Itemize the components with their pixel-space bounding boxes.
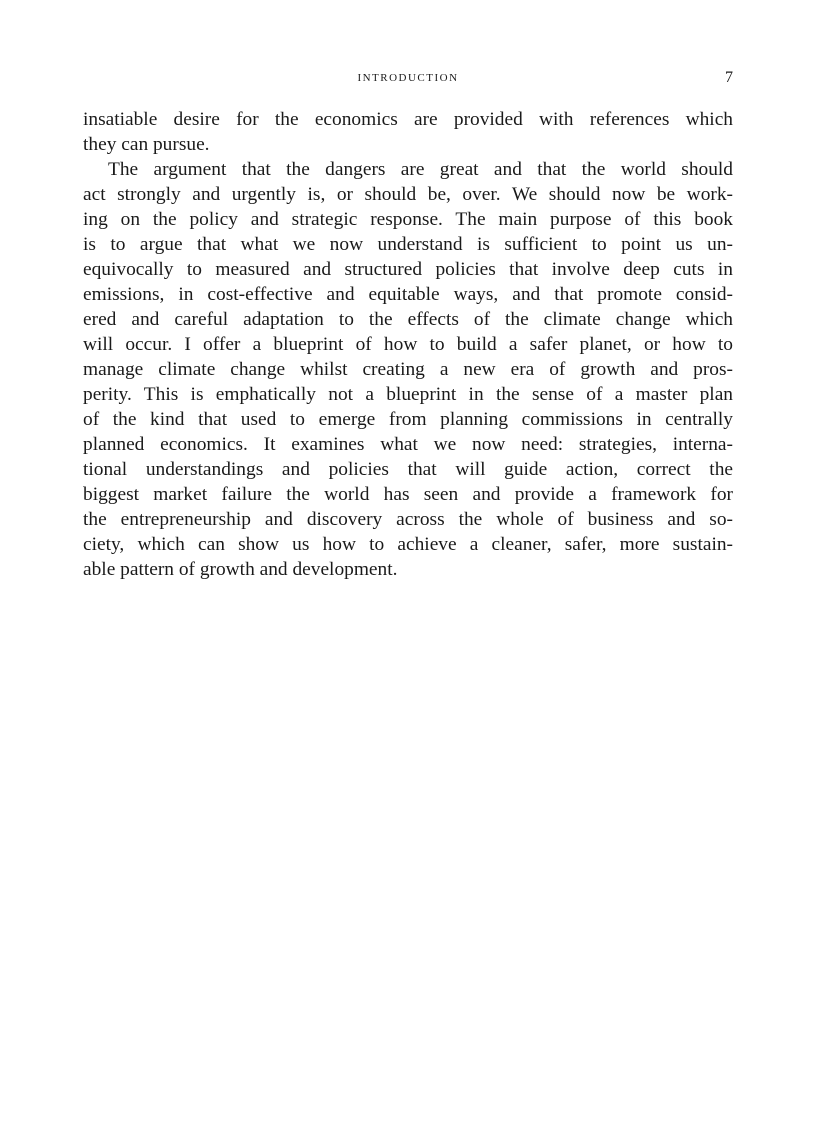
text-line: act strongly and urgently is, or should be, over. We should now be work- [83, 184, 733, 205]
page-number: 7 [725, 69, 733, 86]
text-line: manage climate change whilst creating a new era of growth and pros- [83, 359, 733, 380]
text-line: biggest market failure the world has seen and provide a framework for [83, 484, 733, 505]
text-line: of the kind that used to emerge from planning commissions in centrally [83, 409, 733, 430]
text-line: perity. This is emphatically not a blueprint in the sense of a master plan [83, 384, 733, 405]
text-line: The argument that the dangers are great and that the world should [108, 159, 733, 180]
text-line: insatiable desire for the economics are provided with references which [83, 109, 733, 130]
text-line: tional understandings and policies that will guide action, correct the [83, 459, 733, 480]
text-line: planned economics. It examines what we now need: strategies, interna- [83, 434, 733, 455]
text-line: will occur. I offer a blueprint of how to build a safer planet, or how to [83, 334, 733, 355]
running-head: INTRODUCTION [357, 72, 459, 84]
paragraph [83, 107, 733, 157]
text-line: able pattern of growth and development. [83, 559, 398, 580]
text-line: equivocally to measured and structured policies that involve deep cuts in [83, 259, 733, 280]
text-line: ciety, which can show us how to achieve a cleaner, safer, more sustain- [83, 534, 733, 555]
paragraph [83, 157, 733, 582]
text-line: is to argue that what we now understand is sufficient to point us un- [83, 234, 733, 255]
body-text [83, 107, 733, 582]
text-line: emissions, in cost-effective and equitable ways, and that promote consid- [83, 284, 733, 305]
text-line: ered and careful adaptation to the effects of the climate change which [83, 309, 733, 330]
text-line: the entrepreneurship and discovery across the whole of business and so- [83, 509, 733, 530]
text-line: they can pursue. [83, 134, 210, 155]
page-header [83, 68, 733, 88]
text-line: ing on the policy and strategic response. The main purpose of this book [83, 209, 733, 230]
